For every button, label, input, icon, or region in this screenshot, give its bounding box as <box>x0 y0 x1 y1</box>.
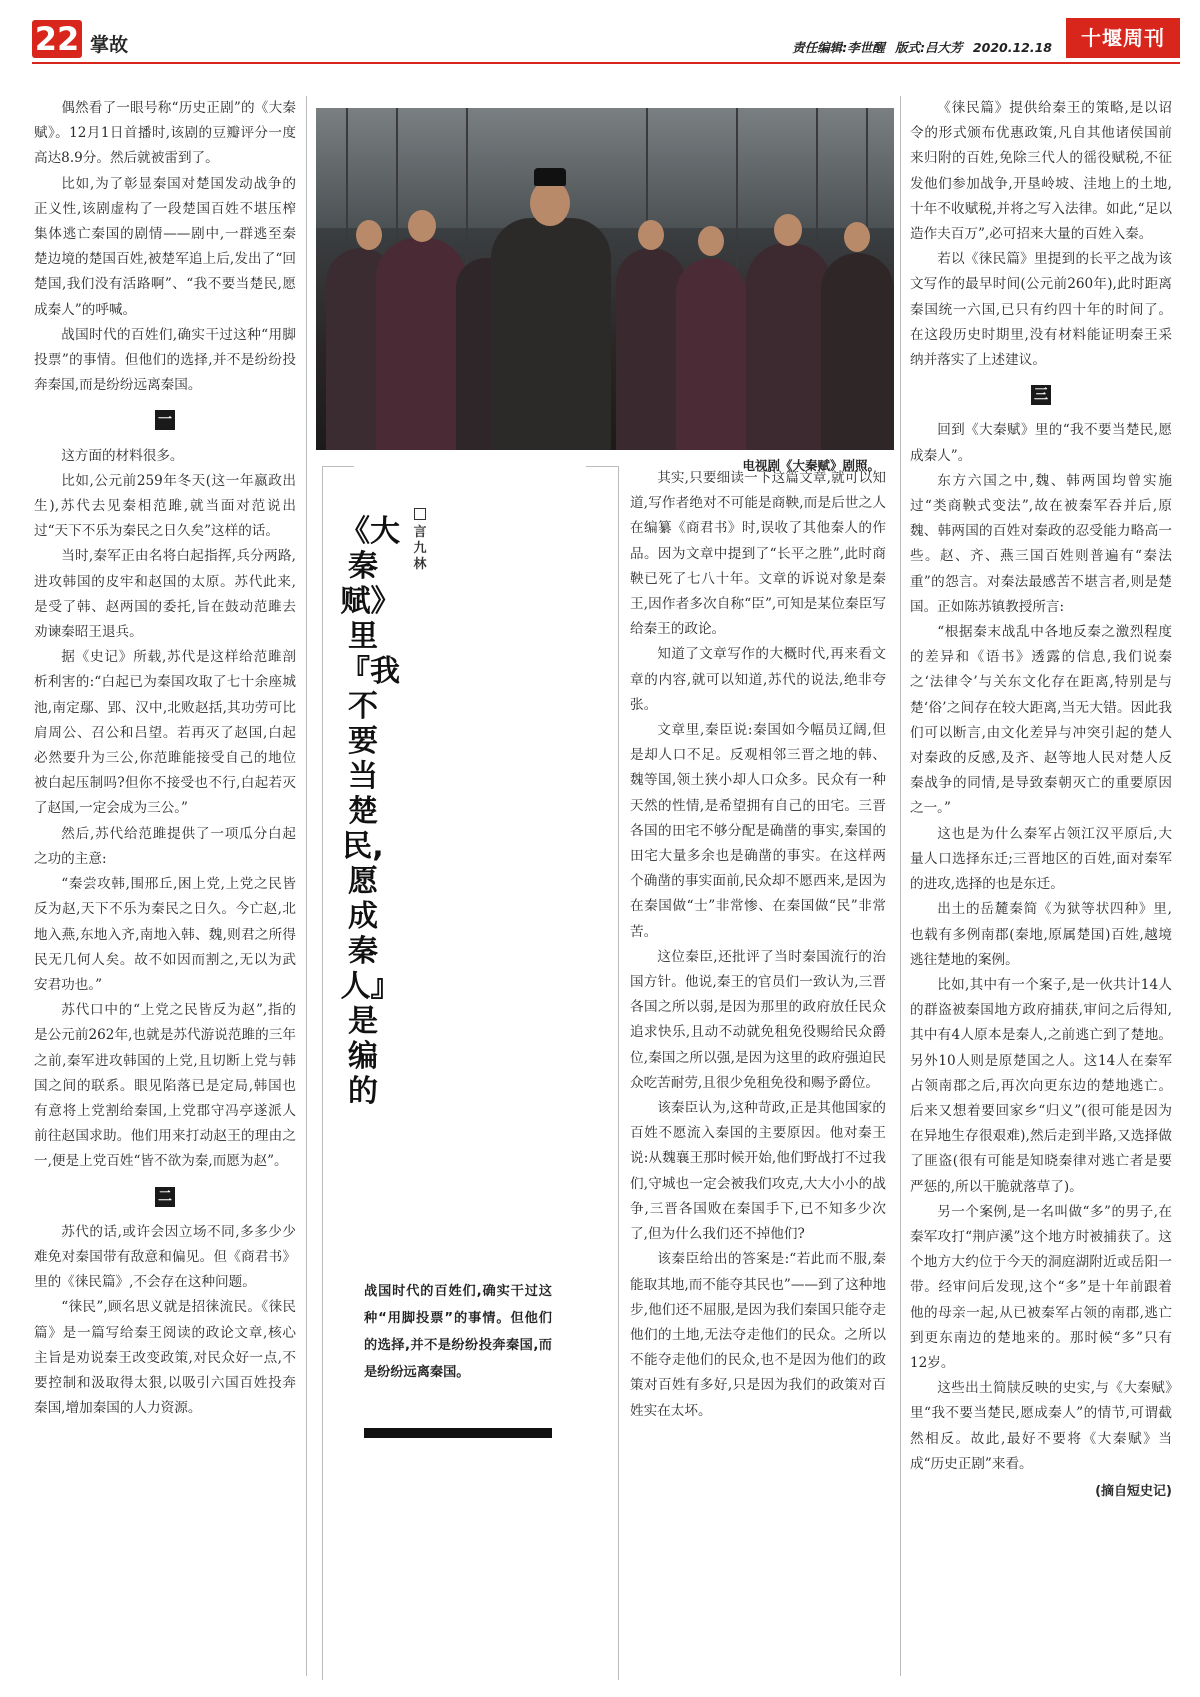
title-frame <box>322 466 354 467</box>
photo-detail <box>534 168 566 186</box>
paragraph: 东方六国之中,魏、韩两国均曾实施过“类商鞅式变法”,故在被秦军吞并后,原魏、韩两国的百姓对秦政的忍受能力略高一些。赵、齐、燕三国百姓则普遍有“秦法重”的怨言。对秦法最感苦不堪言者,则是楚国。正如陈苏镇教授所言: <box>910 472 1172 615</box>
intro-paragraphs <box>34 96 296 398</box>
editor-credit: 责任编辑:李世醒 <box>792 40 885 55</box>
column-3-paragraphs <box>630 466 886 1424</box>
paragraph: “徕民”,顾名思义就是招徕流民。《徕民篇》是一篇写给秦王阅读的政论文章,核心主旨是劝说秦王改变政策,对民众好一点,不要控制和汲取得太狠,以吸引六国百姓投奔秦国,增加秦国的人力资源。 <box>34 1299 296 1417</box>
article-column-4 <box>910 96 1172 1504</box>
section-marker-label: 二 <box>155 1187 175 1207</box>
author-byline <box>410 508 430 573</box>
paragraph: 比如,为了彰显秦国对楚国发动战争的正义性,该剧虚构了一段楚国百姓不堪压榨集体逃亡秦国的剧情——剧中,一群逃至秦楚边境的楚国百姓,被楚军追上后,发出了“回楚国,我们没有活路啊”、“我不要当楚民,愿成秦人”的呼喊。 <box>34 175 296 318</box>
paragraph: 知道了文章写作的大概时代,再来看文章的内容,就可以知道,苏代的说法,绝非夸张。 <box>630 646 886 713</box>
paragraph: 该秦臣给出的答案是:“若此而不服,秦能取其地,而不能夺其民也”——到了这种地步,他们还不屈服,是因为我们秦国只能夺走他们的土地,无法夺走他们的民众。之所以不能夺走他们的民众,也不是因为他们的政策对百姓有多好,只是因为我们的政策对百姓实在太坏。 <box>630 1251 886 1419</box>
photo-figure <box>376 238 466 450</box>
paragraph: 据《史记》所载,苏代是这样给范雎剖析利害的:“白起已为秦国攻取了七十余座城池,南定鄢、郢、汉中,北败赵括,其功劳可比肩周公、召公和吕望。若再灭了赵国,白起必然要升为三公,你范雎能接受自己的地位被白起压制吗?但你不接受也不行,白起若灭了赵国,一定会成为三公。” <box>34 649 296 817</box>
photo-detail <box>530 180 570 226</box>
photo-detail <box>774 214 802 246</box>
paragraph: 这也是为什么秦军占领江汉平原后,大量人口选择东迁;三晋地区的百姓,面对秦军的进攻,选择的也是东迁。 <box>910 825 1172 893</box>
paragraph: 这些出土简牍反映的史实,与《大秦赋》里“我不要当楚民,愿成秦人”的情节,可谓截然相反。故此,最好不要将《大秦赋》当成“历史正剧”来看。 <box>910 1380 1172 1472</box>
credits <box>786 38 1052 56</box>
pull-quote-bar <box>364 1428 552 1438</box>
column-divider <box>618 466 619 1680</box>
section-marker-3 <box>910 383 1172 408</box>
photo-figure <box>821 253 894 450</box>
paragraph: 另一个案例,是一名叫做“多”的男子,在秦军攻打“荆庐溪”这个地方时被捕获了。这个地方大约位于今天的洞庭湖附近或岳阳一带。经审问后发现,这个“多”是十年前跟着他的母亲一起,从已被秦军占领的南郡,逃亡到更东南边的楚地来的。那时候“多”只有12岁。 <box>910 1203 1172 1371</box>
section-marker-label: 三 <box>1031 385 1051 405</box>
paragraph: 比如,其中有一个案子,是一伙共计14人的群盗被秦国地方政府捕获,审问之后得知,其中有4人原本是秦人,之前逃亡到了楚地。另外10人则是原楚国之人。这14人在秦军占领南郡之后,再次向更东边的楚地逃亡。后来又想着要回家乡“归义”(很可能是因为在异地生存很艰难),然后走到半路,又选择做了匪盗(很有可能是知晓秦律对逃亡者是要严惩的,所以干脆就落草了)。 <box>910 976 1172 1195</box>
section-marker-label: 一 <box>155 410 175 430</box>
photo-detail <box>408 210 436 242</box>
author-name: 言 九 林 <box>413 525 427 572</box>
photo-detail <box>356 220 382 250</box>
paragraph: “秦尝攻韩,围邢丘,困上党,上党之民皆反为赵,天下不乐为秦民之日久。今亡赵,北地入燕,东地入齐,南地入韩、魏,则君之所得民无几何人矣。故不如因而割之,无以为武安君功也。” <box>34 876 296 993</box>
pull-quote: 战国时代的百姓们,确实干过这种“用脚投票”的事情。但他们的选择,并不是纷纷投奔秦国,而是纷纷远离秦国。 <box>364 1284 552 1380</box>
paragraph: 这位秦臣,还批评了当时秦国流行的治国方针。他说,秦王的官员们一致认为,三晋各国之所以弱,是因为那里的政府放任民众追求快乐,且动不动就免租免役赐给民众爵位,秦国之所以强,是因为这里的政府强迫民众吃苦耐劳,且很少免租免役和赐予爵位。 <box>630 948 886 1091</box>
section-name: 掌故 <box>90 34 129 56</box>
title-frame <box>322 466 323 1680</box>
paragraph: 当时,秦军正由名将白起指挥,兵分两路,进攻韩国的皮牢和赵国的太原。苏代此来,是受了韩、赵两国的委托,旨在鼓动范雎去劝谏秦昭王退兵。 <box>34 548 296 641</box>
column-divider <box>586 466 618 467</box>
paragraph: 苏代口中的“上党之民皆反为赵”,指的是公元前262年,也就是苏代游说范雎的三年之前,秦军进攻韩国的上党,且切断上党与韩国之间的联系。眼见陷落已是定局,韩国也有意将上党割给秦国,上党郡守冯亭遂派人前往赵国求助。他们用来打动赵王的理由之一,便是上党百姓“皆不欲为秦,而愿为赵”。 <box>34 1002 296 1170</box>
paragraph: 回到《大秦赋》里的“我不要当楚民,愿成秦人”。 <box>910 422 1172 464</box>
photo-figure <box>746 243 831 450</box>
paragraph: 其实,只要细读一下这篇文章,就可以知道,写作者绝对不可能是商鞅,而是后世之人在编纂《商君书》时,误收了其他秦人的作品。因为文章中提到了“长平之胜”,此时商鞅已死了七八十年。文章的诉说对象是秦王,因作者多次自称“臣”,可知是某位秦臣写给秦王的政论。 <box>630 470 886 638</box>
section-marker-1 <box>34 408 296 433</box>
article-column-3 <box>630 466 886 1424</box>
page-number: 22 <box>32 20 82 58</box>
column-4-intro-paragraphs <box>910 96 1172 373</box>
source-note: (摘自短史记) <box>1095 1483 1172 1499</box>
paragraph: 《徕民篇》提供给秦王的策略,是以诏令的形式颁布优惠政策,凡自其他诸侯国前来归附的百姓,免除三代人的徭役赋税,不征发他们参加战争,开垦岭坡、洼地上的土地,十年不收赋税,并将之写入法律。如此,“足以造作夫百万”,必可招来大量的百姓入秦。 <box>910 100 1172 243</box>
paragraph: 苏代的话,或许会因立场不同,多多少少难免对秦国带有敌意和偏见。但《商君书》里的《徕民篇》,不会存在这种问题。 <box>34 1223 296 1291</box>
header-rule <box>32 62 1180 64</box>
photo-background <box>316 108 894 228</box>
photo-detail <box>638 220 664 250</box>
photo-figure-center <box>491 218 611 450</box>
byline-box-icon <box>414 508 426 520</box>
layout-credit: 版式:吕大芳 <box>895 40 963 55</box>
column-divider <box>306 96 307 1676</box>
paragraph: 偶然看了一眼号称“历史正剧”的《大秦赋》。12月1日首播时,该剧的豆瓣评分一度高达8.9分。然后就被雷到了。 <box>34 100 296 167</box>
photo-detail <box>698 226 724 256</box>
drama-still-photo <box>316 108 894 450</box>
paragraph: 出土的岳麓秦简《为狱等状四种》里,也载有多例南郡(秦地,原属楚国)百姓,越境逃往楚地的案例。 <box>910 901 1172 968</box>
paragraph: 比如,公元前259年冬天(这一年嬴政出生),苏代去见秦相范雎,就当面对范说出过“天下不乐为秦民之日久矣”这样的话。 <box>34 472 296 540</box>
photo-caption: 电视剧《大秦赋》剧照。 <box>742 458 880 473</box>
issue-date: 2020.12.18 <box>972 40 1052 55</box>
paragraph: 战国时代的百姓们,确实干过这种“用脚投票”的事情。但他们的选择,并不是纷纷投奔秦国,而是纷纷远离秦国。 <box>34 326 296 394</box>
article-title: 《大秦赋》里『我不要当楚民,愿成秦人』是编的 <box>340 514 400 1109</box>
paragraph: 文章里,秦臣说:秦国如今幅员辽阔,但是却人口不足。反观相邻三晋之地的韩、魏等国,领土狭小却人口众多。民众有一种天然的性情,是希望拥有自己的田宅。三晋各国的田宅不够分配是确凿的事实,秦国的田宅大量多余也是确凿的事实。在这样两个确凿的事实面前,民众却不愿西来,是因为在秦国做“士”非常惨、在秦国做“民”非常苦。 <box>630 722 886 940</box>
section-3-paragraphs <box>910 418 1172 1477</box>
paragraph: 若以《徕民篇》里提到的长平之战为该文写作的最早时间(公元前260年),此时距离秦国统一六国,已只有约四十年的时间了。在这段历史时期里,没有材料能证明秦王采纳并落实了上述建议。 <box>910 251 1172 369</box>
paragraph: “根据秦末战乱中各地反秦之激烈程度的差异和《语书》透露的信息,我们说秦之‘法律令’与关东文化存在距离,特别是与楚‘俗’之间存在较大距离,当无大错。因此我们可以断言,由文化差异与冲突引起的楚人对秦政的反感,及齐、赵等地人民对楚人反秦战争的同情,是导致秦朝灭亡的重要原因之一。” <box>910 624 1172 817</box>
column-divider <box>900 96 901 1676</box>
page-header <box>32 18 1180 60</box>
paragraph: 这方面的材料很多。 <box>61 447 184 464</box>
section-2-paragraphs <box>34 1220 296 1422</box>
paragraph: 然后,苏代给范雎提供了一项瓜分白起之功的主意: <box>34 825 296 867</box>
publication-logo: 十堰周刊 <box>1066 18 1180 58</box>
section-marker-2 <box>34 1185 296 1210</box>
photo-detail <box>844 222 870 252</box>
section-1-paragraphs <box>34 444 296 1175</box>
paragraph: 该秦臣认为,这种苛政,正是其他国家的百姓不愿流入秦国的主要原因。他对秦王说:从魏襄王那时候开始,他们野战打不过我们,守城也一定会被我们攻克,大大小小的战争,三晋各国败在秦国手下,已不知多少次了,但为什么我们还不掉他们? <box>630 1100 886 1243</box>
photo-figure <box>676 258 746 450</box>
article-column-1 <box>34 96 296 1421</box>
